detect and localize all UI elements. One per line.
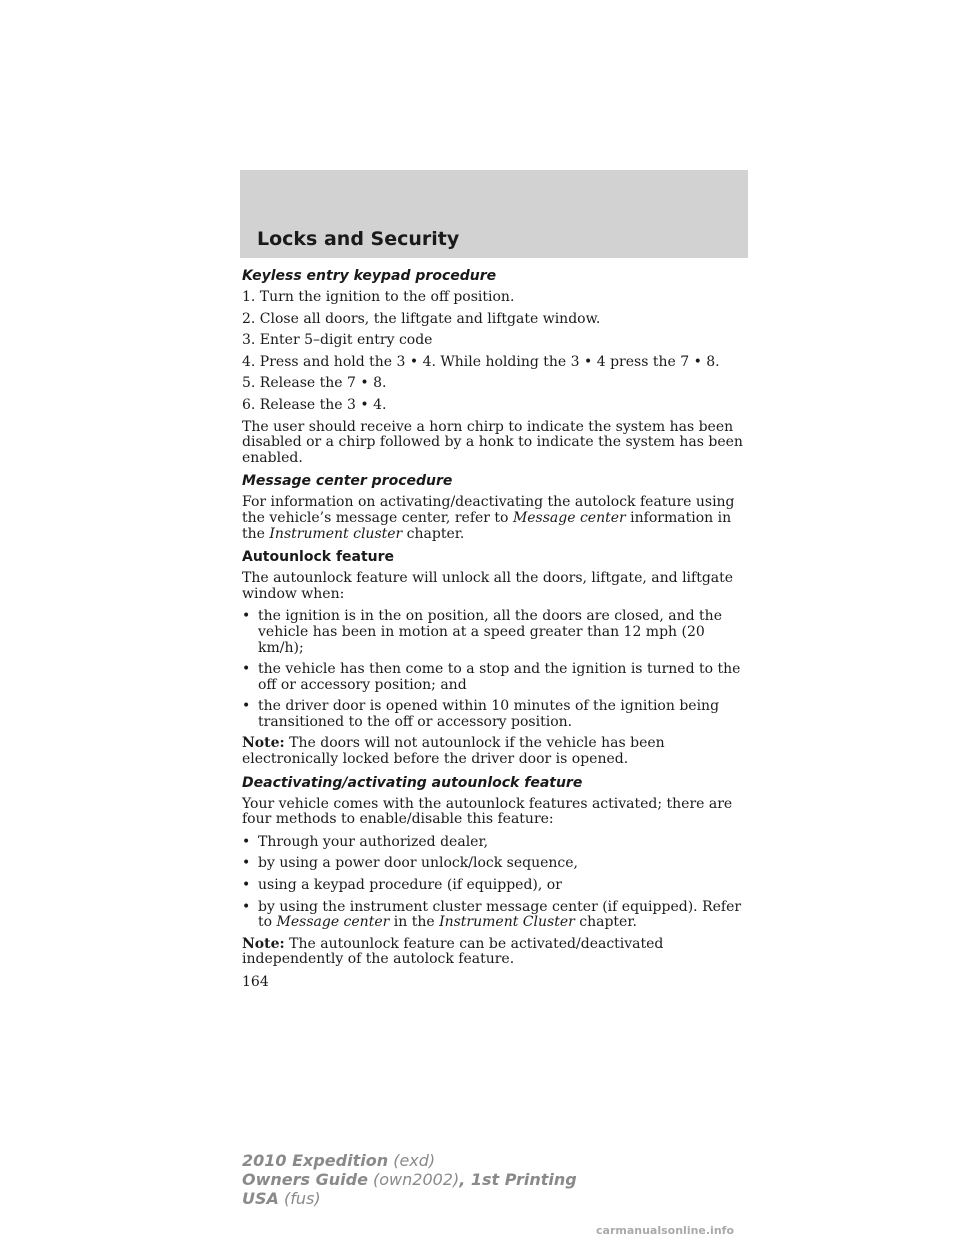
bullet-icon: • [242, 877, 251, 894]
deactivating-note [242, 937, 754, 968]
note-text: The doors will not autounlock if the vehicle has been electronically locked before the driver door is opened. [242, 735, 665, 768]
list-item-text: by using a power door unlock/lock sequence, [258, 855, 578, 872]
deactivating-intro: Your vehicle comes with the autounlock features activated; there are four methods to enable/disable this feature: [242, 795, 733, 828]
deactivating-heading: Deactivating/activating autounlock feature [242, 774, 583, 791]
footer-guide: Owners Guide [242, 1170, 368, 1189]
footer-market-code: (fus) [278, 1189, 321, 1208]
footer-guide-code: (own2002) [367, 1170, 460, 1189]
edition-footer [242, 1151, 577, 1208]
keypad-result-text: The user should receive a horn chirp to indicate the system has been disabled or a chirp followed by a honk to indicate the system has been enabled. [242, 418, 743, 466]
list-item-text: using a keypad procedure (if equipped), or [258, 877, 562, 894]
autounlock-intro: The autounlock feature will unlock all the doors, liftgate, and liftgate window when: [242, 570, 734, 602]
instrument-cluster-reference: Instrument cluster [269, 525, 403, 542]
page-content [242, 268, 754, 991]
keypad-procedure-heading: Keyless entry keypad procedure [242, 268, 497, 284]
keypad-step: 1. Turn the ignition to the off position. [242, 289, 515, 305]
list-item-text: the vehicle has then come to a stop and the ignition is turned to the off or accessory position; and [258, 661, 741, 693]
bullet-icon: • [242, 855, 251, 872]
instrument-cluster-reference: Instrument Cluster [439, 914, 575, 931]
note-label: Note: [242, 735, 285, 752]
footer-line [242, 1189, 577, 1208]
list-item-text: by using the instrument cluster message center (if equipped). Refer to [258, 898, 742, 931]
footer-market: USA [242, 1189, 279, 1208]
page-number: 164 [242, 974, 269, 990]
list-item [242, 699, 754, 730]
message-center-heading: Message center procedure [242, 473, 453, 490]
bullet-icon: • [242, 698, 251, 715]
keypad-step: 4. Press and hold the 3 • 4. While holding the 3 • 4 press the 7 • 8. [242, 353, 720, 370]
message-center-paragraph [242, 495, 754, 542]
paragraph-text: chapter. [402, 525, 465, 542]
message-center-reference: Message center [512, 509, 626, 526]
watermark-text: carmanualsonline.info [596, 1224, 734, 1237]
list-item-text: the ignition is in the on position, all the doors are closed, and the vehicle has been in motion at a speed greater than 12 mph (20 km/h); [258, 608, 722, 656]
list-item [242, 662, 754, 693]
bullet-icon: • [242, 661, 251, 678]
footer-model-code: (exd) [388, 1151, 436, 1170]
keypad-step: 2. Close all doors, the liftgate and liftgate window. [242, 310, 601, 327]
bullet-icon: • [242, 608, 251, 625]
message-center-reference: Message center [276, 914, 390, 931]
list-item-text: in the [389, 914, 440, 931]
paragraph-text: information in the [242, 509, 732, 542]
list-item [242, 900, 754, 931]
list-item [242, 835, 754, 851]
bullet-icon: • [242, 833, 251, 850]
list-item-text: chapter. [574, 914, 637, 931]
paragraph-text: For information on activating/deactivating the autolock feature using the vehicle’s message center, refer to [242, 494, 735, 526]
chapter-title: Locks and Security [257, 228, 460, 250]
list-item-text: the driver door is opened within 10 minutes of the ignition being transitioned to the off or accessory position. [258, 698, 720, 730]
keypad-step: 6. Release the 3 • 4. [242, 396, 387, 413]
footer-line [242, 1151, 577, 1170]
list-item-text: Through your authorized dealer, [258, 833, 489, 850]
bullet-icon: • [242, 898, 251, 915]
footer-line [242, 1170, 577, 1189]
list-item [242, 856, 754, 872]
list-item [242, 609, 754, 656]
autounlock-note [242, 736, 754, 767]
note-text: The autounlock feature can be activated/deactivated independently of the autolock feature. [242, 935, 664, 968]
footer-printing: , 1st Printing [459, 1170, 577, 1189]
list-item [242, 878, 754, 894]
keypad-step: 3. Enter 5–digit entry code [242, 332, 433, 349]
note-label: Note: [242, 935, 285, 952]
autounlock-heading: Autounlock feature [242, 549, 395, 566]
footer-model: 2010 Expedition [242, 1151, 389, 1170]
keypad-step: 5. Release the 7 • 8. [242, 375, 387, 392]
